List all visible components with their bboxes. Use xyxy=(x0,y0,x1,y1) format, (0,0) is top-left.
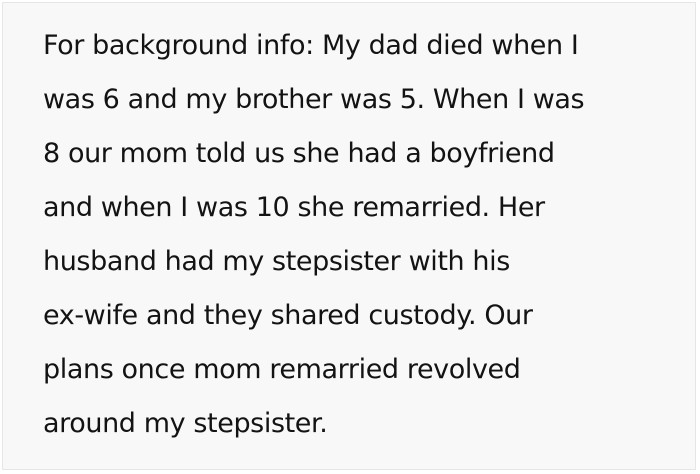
text-line: ex-wife and they shared custody. Our xyxy=(43,300,533,331)
text-line: was 6 and my brother was 5. When I was xyxy=(43,84,585,115)
text-line: and when I was 10 she remarried. Her xyxy=(43,192,545,223)
text-line: around my stepsister. xyxy=(43,408,328,439)
text-line: For background info: My dad died when I xyxy=(43,30,579,61)
text-line: husband had my stepsister with his xyxy=(43,246,510,277)
story-text-card xyxy=(2,2,696,470)
story-paragraph xyxy=(3,3,695,451)
text-line: plans once mom remarried revolved xyxy=(43,354,521,385)
text-line: 8 our mom told us she had a boyfriend xyxy=(43,138,555,169)
